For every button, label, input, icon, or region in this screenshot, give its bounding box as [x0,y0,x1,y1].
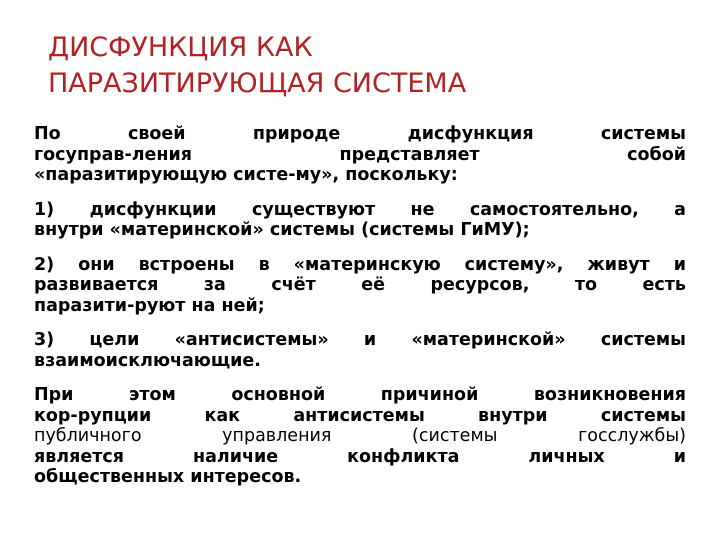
paragraph-point-2 [34,255,686,317]
paragraph-point-3 [34,330,686,371]
paragraph-line: 1) дисфункции существуют не самостоятельно, а [34,199,686,220]
paragraph-line: При этом основной причиной возникновения [34,385,686,405]
paragraph-line: общественных интересов. [34,467,302,487]
paragraph-line: публичного управления (системы госслужбы) [34,426,686,446]
paragraph-line: взаимоисключающие. [34,350,261,371]
paragraph-line: По своей природе дисфункция системы [34,124,686,144]
paragraph-line: кор-рупции как антисистемы внутри системы [34,405,686,426]
paragraph-line: «паразитирующую систе-му», поскольку: [34,165,458,185]
paragraph-line: 2) они встроены в «материнскую систему», живут и [34,254,686,275]
paragraph-line: внутри «материнской» системы (системы ГиМУ); [34,220,530,240]
paragraph-intro [34,124,686,186]
paragraph-line: является наличие конфликта личных и [34,446,686,467]
slide-body [34,124,686,488]
paragraph-line: госуправ-ления представляет собой [34,144,686,165]
slide-title-line-1: ДИСФУНКЦИЯ КАК [48,32,313,63]
paragraph-line: развивается за счёт её ресурсов, то есть [34,275,686,295]
paragraph-conclusion [34,385,686,488]
paragraph-line: паразити-руют на ней; [34,295,265,316]
slide-title [48,30,688,102]
slide-title-line-2: ПАРАЗИТИРУЮЩАЯ СИСТЕМА [48,68,467,99]
paragraph-point-1 [34,200,686,241]
paragraph-line: 3) цели «антисистемы» и «материнской» системы [34,330,686,350]
